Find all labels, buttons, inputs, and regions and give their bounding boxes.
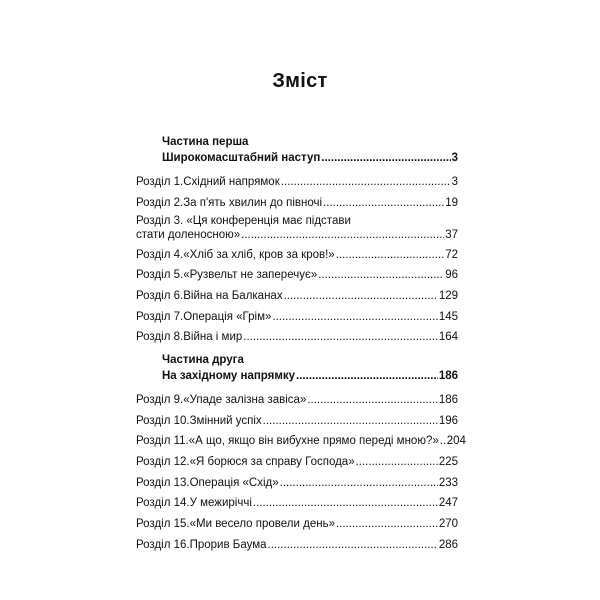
chapter-title: Розділ 13.Операція «Схід» — [136, 477, 279, 489]
chapter-title: Розділ 15.«Ми весело провели день» — [136, 518, 335, 530]
leader-dots — [281, 175, 451, 189]
leader-dots — [253, 496, 438, 510]
toc-entry[interactable] — [136, 228, 458, 242]
chapter-title: Розділ 2.За п'ять хвилин до півночі — [136, 197, 323, 209]
leader-dots — [336, 517, 438, 531]
page-title: Зміст — [272, 70, 328, 92]
chapter-title: Розділ 10.Змінний успіх — [136, 415, 262, 427]
chapter-title[interactable]: Розділ 3. «Ця конференція має підстави — [136, 215, 351, 227]
page-number: 196 — [438, 415, 458, 427]
toc-entry[interactable] — [136, 289, 458, 303]
chapter-title: Розділ 4.«Хліб за хліб, кров за кров!» — [136, 249, 335, 261]
page-number: 3 — [451, 152, 458, 164]
chapter-title: Розділ 9.«Упаде залізна завіса» — [136, 394, 307, 406]
leader-dots — [336, 248, 445, 262]
leader-dots — [321, 151, 450, 165]
page-number: 186 — [438, 370, 458, 382]
toc-entry[interactable] — [136, 517, 458, 531]
leader-dots — [440, 434, 446, 448]
page-number: 186 — [438, 394, 458, 406]
part-label: Частина перша — [162, 136, 249, 148]
toc-entry[interactable] — [136, 538, 458, 552]
toc-entry[interactable] — [136, 196, 458, 210]
leader-dots — [284, 289, 438, 303]
page-number: 225 — [438, 456, 458, 468]
page-number: 204 — [446, 435, 466, 447]
chapter-title-continued: стати доленосною» — [136, 229, 241, 241]
page-number: 233 — [438, 477, 458, 489]
leader-dots — [280, 476, 438, 490]
part-title: Широкомасштабний наступ — [162, 152, 321, 164]
page-number: 129 — [438, 290, 458, 302]
toc-entry[interactable] — [136, 414, 458, 428]
toc-entry[interactable] — [136, 496, 458, 510]
leader-dots — [263, 414, 438, 428]
part-title: На західному напрямку — [162, 370, 296, 382]
chapter-title: Розділ 5.«Рузвельт не заперечує» — [136, 269, 318, 281]
toc-entry[interactable] — [136, 330, 458, 344]
leader-dots — [243, 330, 438, 344]
page-number: 164 — [438, 331, 458, 343]
leader-dots — [268, 538, 438, 552]
chapter-title: Розділ 1.Східний напрямок — [136, 176, 280, 188]
leader-dots — [323, 196, 444, 210]
page-number: 37 — [445, 229, 458, 241]
toc-entry[interactable] — [136, 175, 458, 189]
chapter-title: Розділ 7.Операція «Грім» — [136, 311, 272, 323]
page-number: 270 — [438, 518, 458, 530]
leader-dots — [296, 369, 438, 383]
leader-dots — [272, 310, 437, 324]
leader-dots — [241, 228, 444, 242]
leader-dots — [318, 268, 444, 282]
part-entry[interactable] — [162, 151, 458, 165]
leader-dots — [356, 455, 438, 469]
page-number: 72 — [445, 249, 458, 261]
part-entry[interactable] — [162, 369, 458, 383]
toc-entry[interactable] — [136, 476, 458, 490]
chapter-title: Розділ 12.«Я борюся за справу Господа» — [136, 456, 355, 468]
toc-entry[interactable] — [136, 248, 458, 262]
page-number: 145 — [438, 311, 458, 323]
chapter-title: Розділ 16.Прорив Баума — [136, 539, 267, 551]
toc-entry[interactable] — [136, 455, 458, 469]
toc-entry[interactable] — [136, 268, 458, 282]
page-number: 247 — [438, 497, 458, 509]
page-number: 19 — [445, 197, 458, 209]
chapter-title: Розділ 8.Війна і мир — [136, 331, 243, 343]
part-label: Частина друга — [162, 354, 244, 366]
chapter-title: Розділ 14.У межиріччі — [136, 497, 252, 509]
chapter-title: Розділ 11.«А що, якщо він вибухне прямо переді мною?» — [136, 435, 439, 447]
page-number: 286 — [438, 539, 458, 551]
chapter-title: Розділ 6.Війна на Балканах — [136, 290, 283, 302]
leader-dots — [307, 393, 437, 407]
toc-entry[interactable] — [136, 310, 458, 324]
toc-entry[interactable] — [136, 434, 466, 448]
page-number: 96 — [445, 269, 458, 281]
page-number: 3 — [451, 176, 458, 188]
toc-entry[interactable] — [136, 393, 458, 407]
